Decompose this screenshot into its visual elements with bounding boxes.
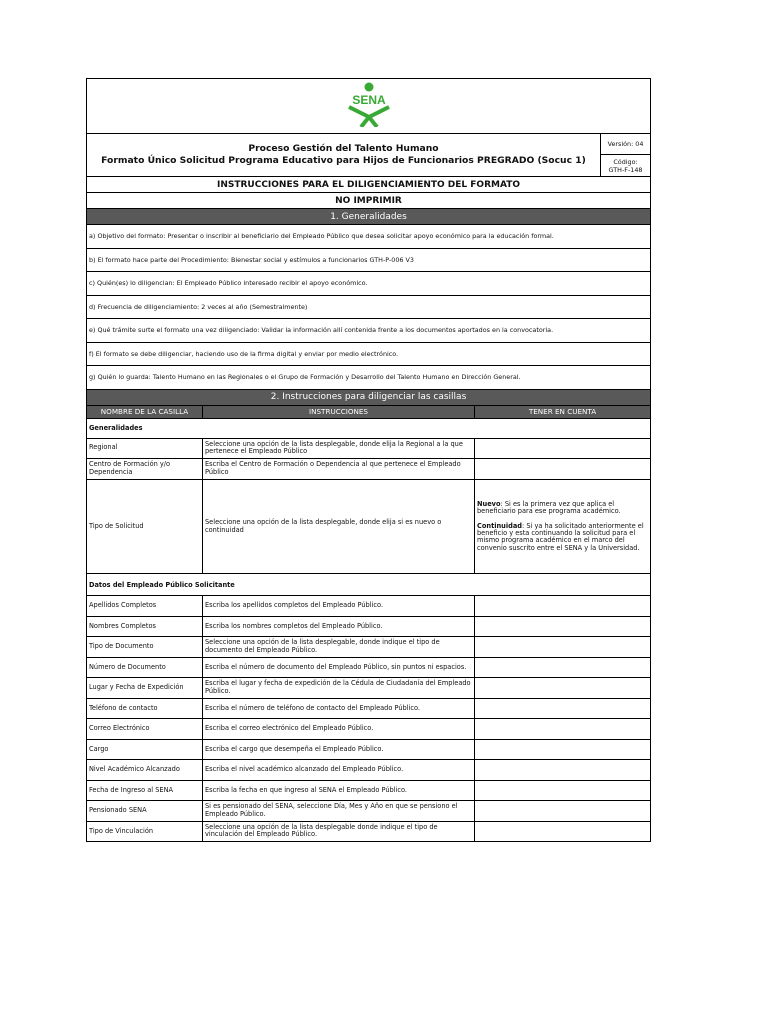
general-item: a) Objetivo del formato: Presentar o inscribir al beneficiario del Empleado Público que desea solicitar apoyo económico para la educación formal. [87,225,651,249]
field-name: Pensionado SENA [87,801,203,822]
field-name: Nivel Académico Alcanzado [87,760,203,781]
field-notes [475,821,651,842]
note-label-continuidad: Continuidad [477,521,523,530]
section2-title: 2. Instrucciones para diligenciar las casillas [87,389,651,405]
field-name: Número de Documento [87,657,203,678]
general-item: c) Quién(es) lo diligencian: El Empleado Público interesado recibir el apoyo económico. [87,272,651,296]
field-notes [475,637,651,658]
field-instructions: Escriba el correo electrónico del Empleado Público. [203,719,475,740]
field-notes [475,596,651,617]
form-table [86,78,651,842]
field-name: Tipo de Documento [87,637,203,658]
field-name: Lugar y Fecha de Expedición [87,678,203,699]
field-notes [475,438,651,458]
sena-logo-icon [343,81,395,127]
field-instructions: Seleccione una opción de la lista desplegable donde indique el tipo de vinculación del Empleado Público. [203,821,475,842]
code-label: Código: [613,157,638,166]
field-instructions: Escriba el Centro de Formación o Dependencia al que pertenece el Empleado Público [203,458,475,480]
group-heading: Generalidades [87,418,651,438]
field-name: Cargo [87,739,203,760]
note-text-nuevo: : Si es la primera vez que aplica el beneficiario para ese programa académico. [477,499,621,516]
field-instructions: Escriba el cargo que desempeña el Empleado Público. [203,739,475,760]
field-instructions: Si es pensionado del SENA, seleccione Día, Mes y Año en que se pensiono el Empleado Público. [203,801,475,822]
version-label: Versión: 04 [601,134,650,155]
instructions-title: INSTRUCCIONES PARA EL DILIGENCIAMIENTO DEL FORMATO [87,177,651,193]
column-header-instructions: INSTRUCCIONES [203,405,475,418]
no-print-label: NO IMPRIMIR [87,193,651,209]
form-title: Formato Único Solicitud Programa Educativo para Hijos de Funcionarios PREGRADO (Socuc 1) [101,155,586,166]
field-notes [475,760,651,781]
field-name: Regional [87,438,203,458]
field-name: Apellidos Completos [87,596,203,617]
field-name: Teléfono de contacto [87,698,203,719]
field-notes [475,698,651,719]
field-notes [475,657,651,678]
column-header-notes: TENER EN CUENTA [475,405,651,418]
field-instructions: Seleccione una opción de la lista desplegable, donde elija la Regional a la que pertenece el Empleado Público [203,438,475,458]
code-value: GTH-F-148 [608,165,643,174]
field-name: Fecha de Ingreso al SENA [87,780,203,801]
field-instructions: Escriba el número de documento del Empleado Público, sin puntos ni espacios. [203,657,475,678]
column-header-name: NOMBRE DE LA CASILLA [87,405,203,418]
field-instructions: Seleccione una opción de la lista desplegable, donde elija si es nuevo o continuidad [203,480,475,574]
note-label-nuevo: Nuevo [477,499,501,508]
field-name: Tipo de Vinculación [87,821,203,842]
form-sheet [86,78,650,842]
field-notes [475,480,651,574]
field-name: Correo Electrónico [87,719,203,740]
logo-text: SENA [351,93,386,107]
field-notes [475,678,651,699]
field-name: Centro de Formación y/o Dependencia [87,458,203,480]
form-title-cell [87,134,601,177]
field-instructions: Escriba los nombres completos del Empleado Público. [203,616,475,637]
general-item: g) Quién lo guarda: Talento Humano en las Regionales o el Grupo de Formación y Desarrollo del Talento Humano en Dirección General. [87,366,651,390]
general-item: d) Frecuencia de diligenciamiento: 2 veces al año (Semestralmente) [87,295,651,319]
group-heading: Datos del Empleado Público Solicitante [87,574,651,596]
field-notes [475,458,651,480]
field-notes [475,801,651,822]
note-text-continuidad: : Si ya ha solicitado anteriormente el beneficio y esta continuando la solicitud para el mismo programa académico en el marco del convenio suscrito entre el SENA y la Universidad. [477,521,644,552]
field-notes [475,616,651,637]
field-instructions: Escriba los apellidos completos del Empleado Público. [203,596,475,617]
meta-cell [601,134,651,177]
field-instructions: Escriba el lugar y fecha de expedición de la Cédula de Ciudadanía del Empleado Público. [203,678,475,699]
logo-cell [87,79,651,134]
field-notes [475,719,651,740]
field-name: Tipo de Solicitud [87,480,203,574]
field-instructions: Escriba el número de teléfono de contacto del Empleado Público. [203,698,475,719]
field-notes [475,739,651,760]
process-title: Proceso Gestión del Talento Humano [248,143,439,154]
field-name: Nombres Completos [87,616,203,637]
general-item: f) El formato se debe diligenciar, haciendo uso de la firma digital y enviar por medio electrónico. [87,342,651,366]
section1-title: 1. Generalidades [87,209,651,225]
field-instructions: Seleccione una opción de la lista desplegable, donde indique el tipo de documento del Empleado Público. [203,637,475,658]
general-item: e) Qué trámite surte el formato una vez diligenciado: Validar la información allí contenida frente a los documentos aportados en la convocatoria. [87,319,651,343]
general-item: b) El formato hace parte del Procedimiento: Bienestar social y estímulos a funcionarios GTH-P-006 V3 [87,248,651,272]
field-instructions: Escriba la fecha en que ingreso al SENA el Empleado Público. [203,780,475,801]
field-instructions: Escriba el nivel académico alcanzado del Empleado Público. [203,760,475,781]
field-notes [475,780,651,801]
